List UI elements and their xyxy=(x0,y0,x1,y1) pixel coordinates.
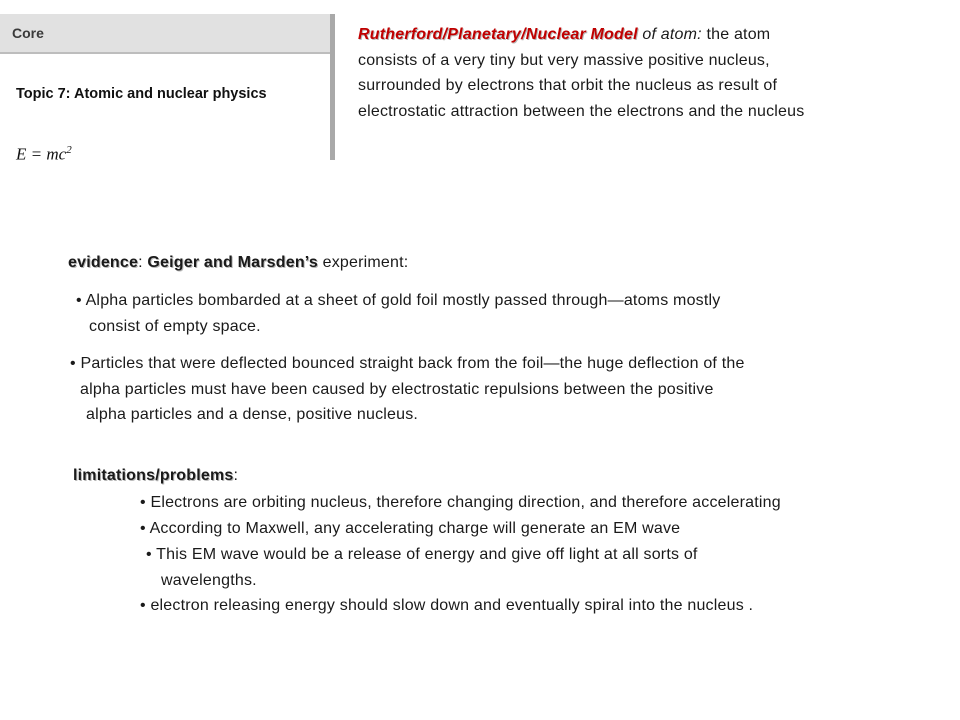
snippet-divider xyxy=(330,14,335,160)
model-line-1 xyxy=(358,22,948,48)
evidence-colon: : xyxy=(138,254,148,271)
evidence-bullet-2-line-3: alpha particles and a dense, positive nucleus. xyxy=(86,406,419,423)
snippet-header-label: Core xyxy=(12,25,44,41)
model-name: Rutherford/Planetary/Nuclear Model xyxy=(358,26,638,43)
snippet-header-bar xyxy=(0,14,330,54)
snippet-equation xyxy=(16,144,72,160)
limitations-label: limitations/problems xyxy=(73,467,234,484)
evidence-bullet-2-line-1: • Particles that were deflected bounced straight back from the foil—the huge deflection of the xyxy=(70,355,745,372)
evidence-bullet-1-line-1: • Alpha particles bombarded at a sheet of gold foil mostly passed through—atoms mostly xyxy=(76,292,721,309)
evidence-experimenters: Geiger and Marsden’s xyxy=(147,254,318,271)
equation-base: E = mc xyxy=(16,144,67,160)
limitation-item-1: • Electrons are orbiting nucleus, therefore changing direction, and therefore accelerating xyxy=(140,494,781,511)
limitations-colon: : xyxy=(233,467,239,484)
evidence-label: evidence xyxy=(68,254,139,271)
limitation-item-2: • According to Maxwell, any accelerating charge will generate an EM wave xyxy=(140,520,681,537)
model-line-2: consists of a very tiny but very massive positive nucleus, xyxy=(358,51,770,69)
evidence-bullet-1-line-2: consist of empty space. xyxy=(89,317,261,335)
syllabus-snippet xyxy=(0,14,337,160)
limitation-item-3 xyxy=(146,542,698,593)
limitations-heading xyxy=(73,463,238,489)
model-line-3: surrounded by electrons that orbit the nucleus as result of xyxy=(358,77,778,94)
evidence-bullet-2 xyxy=(70,351,745,428)
evidence-heading xyxy=(68,250,408,276)
model-line-4: electrostatic attraction between the electrons and the nucleus xyxy=(358,102,805,120)
model-of-atom: of atom: xyxy=(637,26,702,43)
evidence-bullet-1 xyxy=(76,288,720,339)
limitation-item-3-line-1: • This EM wave would be a release of energy and give off light at all sorts of xyxy=(146,546,698,563)
model-line1-rest: the atom xyxy=(701,26,771,43)
limitation-item-4: • electron releasing energy should slow down and eventually spiral into the nucleus . xyxy=(140,597,754,614)
evidence-bullet-2-line-2: alpha particles must have been caused by electrostatic repulsions between the positive xyxy=(80,380,714,398)
limitation-item-3-line-2: wavelengths. xyxy=(161,571,257,589)
snippet-topic-title: Topic 7: Atomic and nuclear physics xyxy=(16,86,267,102)
equation-exponent: 2 xyxy=(66,144,72,156)
model-definition xyxy=(358,22,948,124)
evidence-rest: experiment: xyxy=(317,254,409,271)
